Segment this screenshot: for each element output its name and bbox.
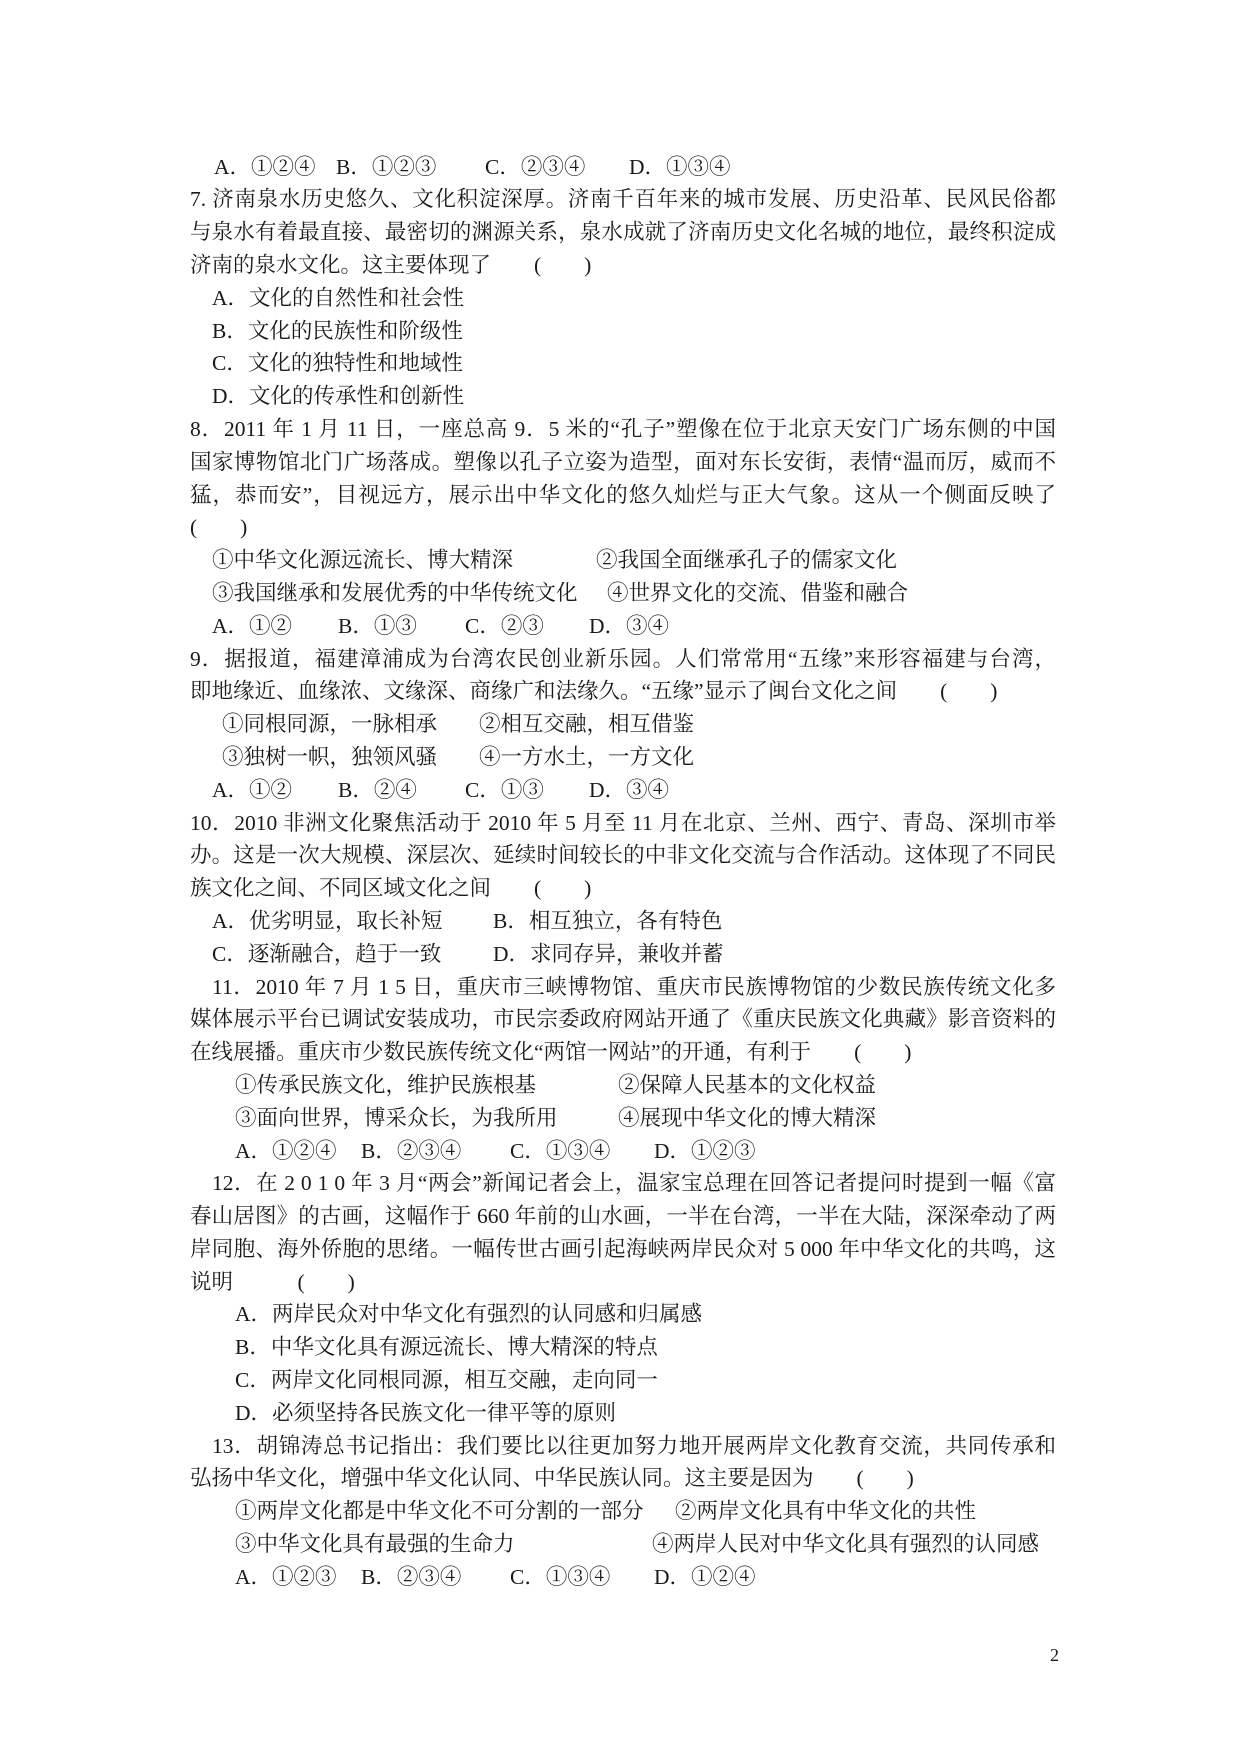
statement-4: ④一方水土，一方文化 (479, 744, 695, 769)
statement-3: ③我国继承和发展优秀的中华传统文化 (212, 580, 578, 605)
statement-3: ③中华文化具有最强的生命力 (235, 1532, 515, 1557)
statement-4: ④展现中华文化的博大精深 (618, 1105, 877, 1130)
question-12-stem-line: 岸同胞、海外侨胞的思绪。一幅传世古画引起海峡两岸民众对 5 000 年中华文化的共鸣，这 (190, 1236, 1056, 1261)
question-8-statement-row (190, 544, 1056, 577)
question-11-answer-row (190, 1135, 1056, 1168)
answer-c: C．①③ (465, 777, 544, 802)
question-11-statement-row (190, 1069, 1056, 1102)
answer-c: C．①③④ (510, 1564, 611, 1589)
question-13-stem-line: 13．胡锦涛总书记指出：我们要比以往更加努力地开展两岸文化教育交流，共同传承和 (212, 1433, 1056, 1458)
question-7-option-d: D．文化的传承性和创新性 (212, 384, 465, 409)
answer-d: D．①③④ (629, 154, 731, 179)
statement-2: ②相互交融，相互借鉴 (479, 712, 695, 737)
answer-d: D．①②④ (654, 1564, 756, 1589)
answer-a: A．①② (212, 613, 293, 638)
question-7-option-a: A．文化的自然性和社会性 (212, 285, 465, 310)
answer-b: B．①②③ (336, 154, 437, 179)
answer-b: B．②③④ (361, 1564, 462, 1589)
question-9-stem-line: 即地缘近、血缘浓、文缘深、商缘广和法缘久。“五缘”显示了闽台文化之间 ( ) (190, 679, 998, 704)
question-13-answer-row (190, 1561, 1056, 1594)
question-10-stem-line: 10．2010 非洲文化聚焦活动于 2010 年 5 月至 11 月在北京、兰州、西宁、青岛、深圳市举 (190, 810, 1056, 835)
statement-4: ④两岸人民对中华文化具有强烈的认同感 (652, 1532, 1040, 1557)
answer-b: B．②③④ (361, 1138, 462, 1163)
question-9-answer-row (190, 774, 1056, 807)
question-8-statement-row (190, 577, 1056, 610)
question-10-option-row (190, 938, 1056, 971)
question-9-statement-row (190, 708, 1056, 741)
answer-d: D．①②③ (654, 1138, 756, 1163)
question-11-statement-row (190, 1102, 1056, 1135)
page-body (190, 151, 1056, 1594)
question-12-stem-line: 说明 ( ) (190, 1269, 355, 1294)
question-12-option-a: A．两岸民众对中华文化有强烈的认同感和归属感 (235, 1302, 703, 1327)
statement-1: ①中华文化源远流长、博大精深 (212, 548, 514, 573)
question-8-stem-line: 8．2011 年 1 月 11 日，一座总高 9．5 米的“孔子”塑像在位于北京天安门广场东侧的中国 (190, 416, 1056, 441)
question-12-stem-line: 春山居图》的古画，这幅作于 660 年前的山水画，一半在台湾，一半在大陆，深深牵动了两 (190, 1204, 1056, 1229)
option-a: A．优劣明显，取长补短 (212, 908, 443, 933)
question-7-option-b: B．文化的民族性和阶级性 (212, 318, 463, 343)
statement-3: ③面向世界，博采众长，为我所用 (235, 1105, 558, 1130)
question-10-stem-line: 办。这是一次大规模、深层次、延续时间较长的中非文化交流与合作活动。这体现了不同民 (190, 843, 1056, 868)
question-11-stem-line: 在线展播。重庆市少数民族传统文化“两馆一网站”的开通，有利于 ( ) (190, 1040, 912, 1065)
statement-4: ④世界文化的交流、借鉴和融合 (607, 580, 909, 605)
question-8-answer-row (190, 610, 1056, 643)
answer-row (190, 151, 1056, 184)
question-13-stem-line: 弘扬中华文化，增强中华文化认同、中华民族认同。这主要是因为 ( ) (190, 1466, 914, 1491)
answer-a: A．①②④ (235, 1138, 337, 1163)
answer-a: A．①② (212, 777, 293, 802)
answer-d: D．③④ (589, 613, 670, 638)
question-11-stem-line: 媒体展示平台已调试安装成功，市民宗委政府网站开通了《重庆民族文化典藏》影音资料的 (190, 1007, 1056, 1032)
statement-3: ③独树一帜，独领风骚 (222, 744, 438, 769)
question-7-stem-line: 与泉水有着最直接、最密切的渊源关系，泉水成就了济南历史文化名城的地位，最终积淀成 (190, 220, 1056, 245)
answer-c: C．①③④ (510, 1138, 611, 1163)
answer-b: B．①③ (338, 613, 417, 638)
answer-a: A．①②③ (235, 1564, 337, 1589)
statement-2: ②我国全面继承孔子的儒家文化 (596, 548, 898, 573)
question-12-option-c: C．两岸文化同根同源，相互交融，走向同一 (235, 1368, 658, 1393)
question-12-option-b: B．中华文化具有源远流长、博大精深的特点 (235, 1335, 658, 1360)
question-11-stem-line: 11．2010 年 7 月 1 5 日，重庆市三峡博物馆、重庆市民族博物馆的少数民族传统文化多 (212, 974, 1056, 999)
question-9-statement-row (190, 741, 1056, 774)
option-d: D．求同存异，兼收并蓄 (493, 941, 724, 966)
answer-b: B．②④ (338, 777, 417, 802)
question-8-stem-line: ( ) (190, 515, 248, 540)
question-7-option-c: C．文化的独特性和地域性 (212, 351, 463, 376)
question-10-option-row (190, 905, 1056, 938)
answer-c: C．②③④ (485, 154, 586, 179)
option-b: B．相互独立，各有特色 (493, 908, 723, 933)
statement-2: ②保障人民基本的文化权益 (618, 1072, 877, 1097)
statement-2: ②两岸文化具有中华文化的共性 (675, 1499, 977, 1524)
question-13-statement-row (190, 1495, 1056, 1528)
question-9-stem-line: 9．据报道，福建漳浦成为台湾农民创业新乐园。人们常常用“五缘”来形容福建与台湾， (190, 646, 1056, 671)
question-8-stem-line: 国家博物馆北门广场落成。塑像以孔子立姿为造型，面对东长安街，表情“温而厉，威而不 (190, 449, 1056, 474)
answer-c: C．②③ (465, 613, 544, 638)
statement-1: ①两岸文化都是中华文化不可分割的一部分 (235, 1499, 644, 1524)
question-12-stem-line: 12．在 2 0 1 0 年 3 月“两会”新闻记者会上，温家宝总理在回答记者提问时提到一幅《富 (212, 1171, 1056, 1196)
question-12-option-d: D．必须坚持各民族文化一律平等的原则 (235, 1400, 617, 1425)
question-8-stem-line: 猛，恭而安”，目视远方，展示出中华文化的悠久灿烂与正大气象。这从一个侧面反映了 (190, 482, 1056, 507)
answer-d: D．③④ (589, 777, 670, 802)
question-7-stem-line: 7. 济南泉水历史悠久、文化积淀深厚。济南千百年来的城市发展、历史沿革、民风民俗都 (190, 187, 1056, 212)
question-13-statement-row (190, 1528, 1056, 1561)
page-number: 2 (1050, 1645, 1059, 1665)
question-10-stem-line: 族文化之间、不同区域文化之间 ( ) (190, 876, 592, 901)
statement-1: ①同根同源，一脉相承 (222, 712, 438, 737)
answer-a: A．①②④ (214, 154, 316, 179)
statement-1: ①传承民族文化，维护民族根基 (235, 1072, 537, 1097)
question-7-stem-line: 济南的泉水文化。这主要体现了 ( ) (190, 252, 592, 277)
option-c: C．逐渐融合，趋于一致 (212, 941, 442, 966)
